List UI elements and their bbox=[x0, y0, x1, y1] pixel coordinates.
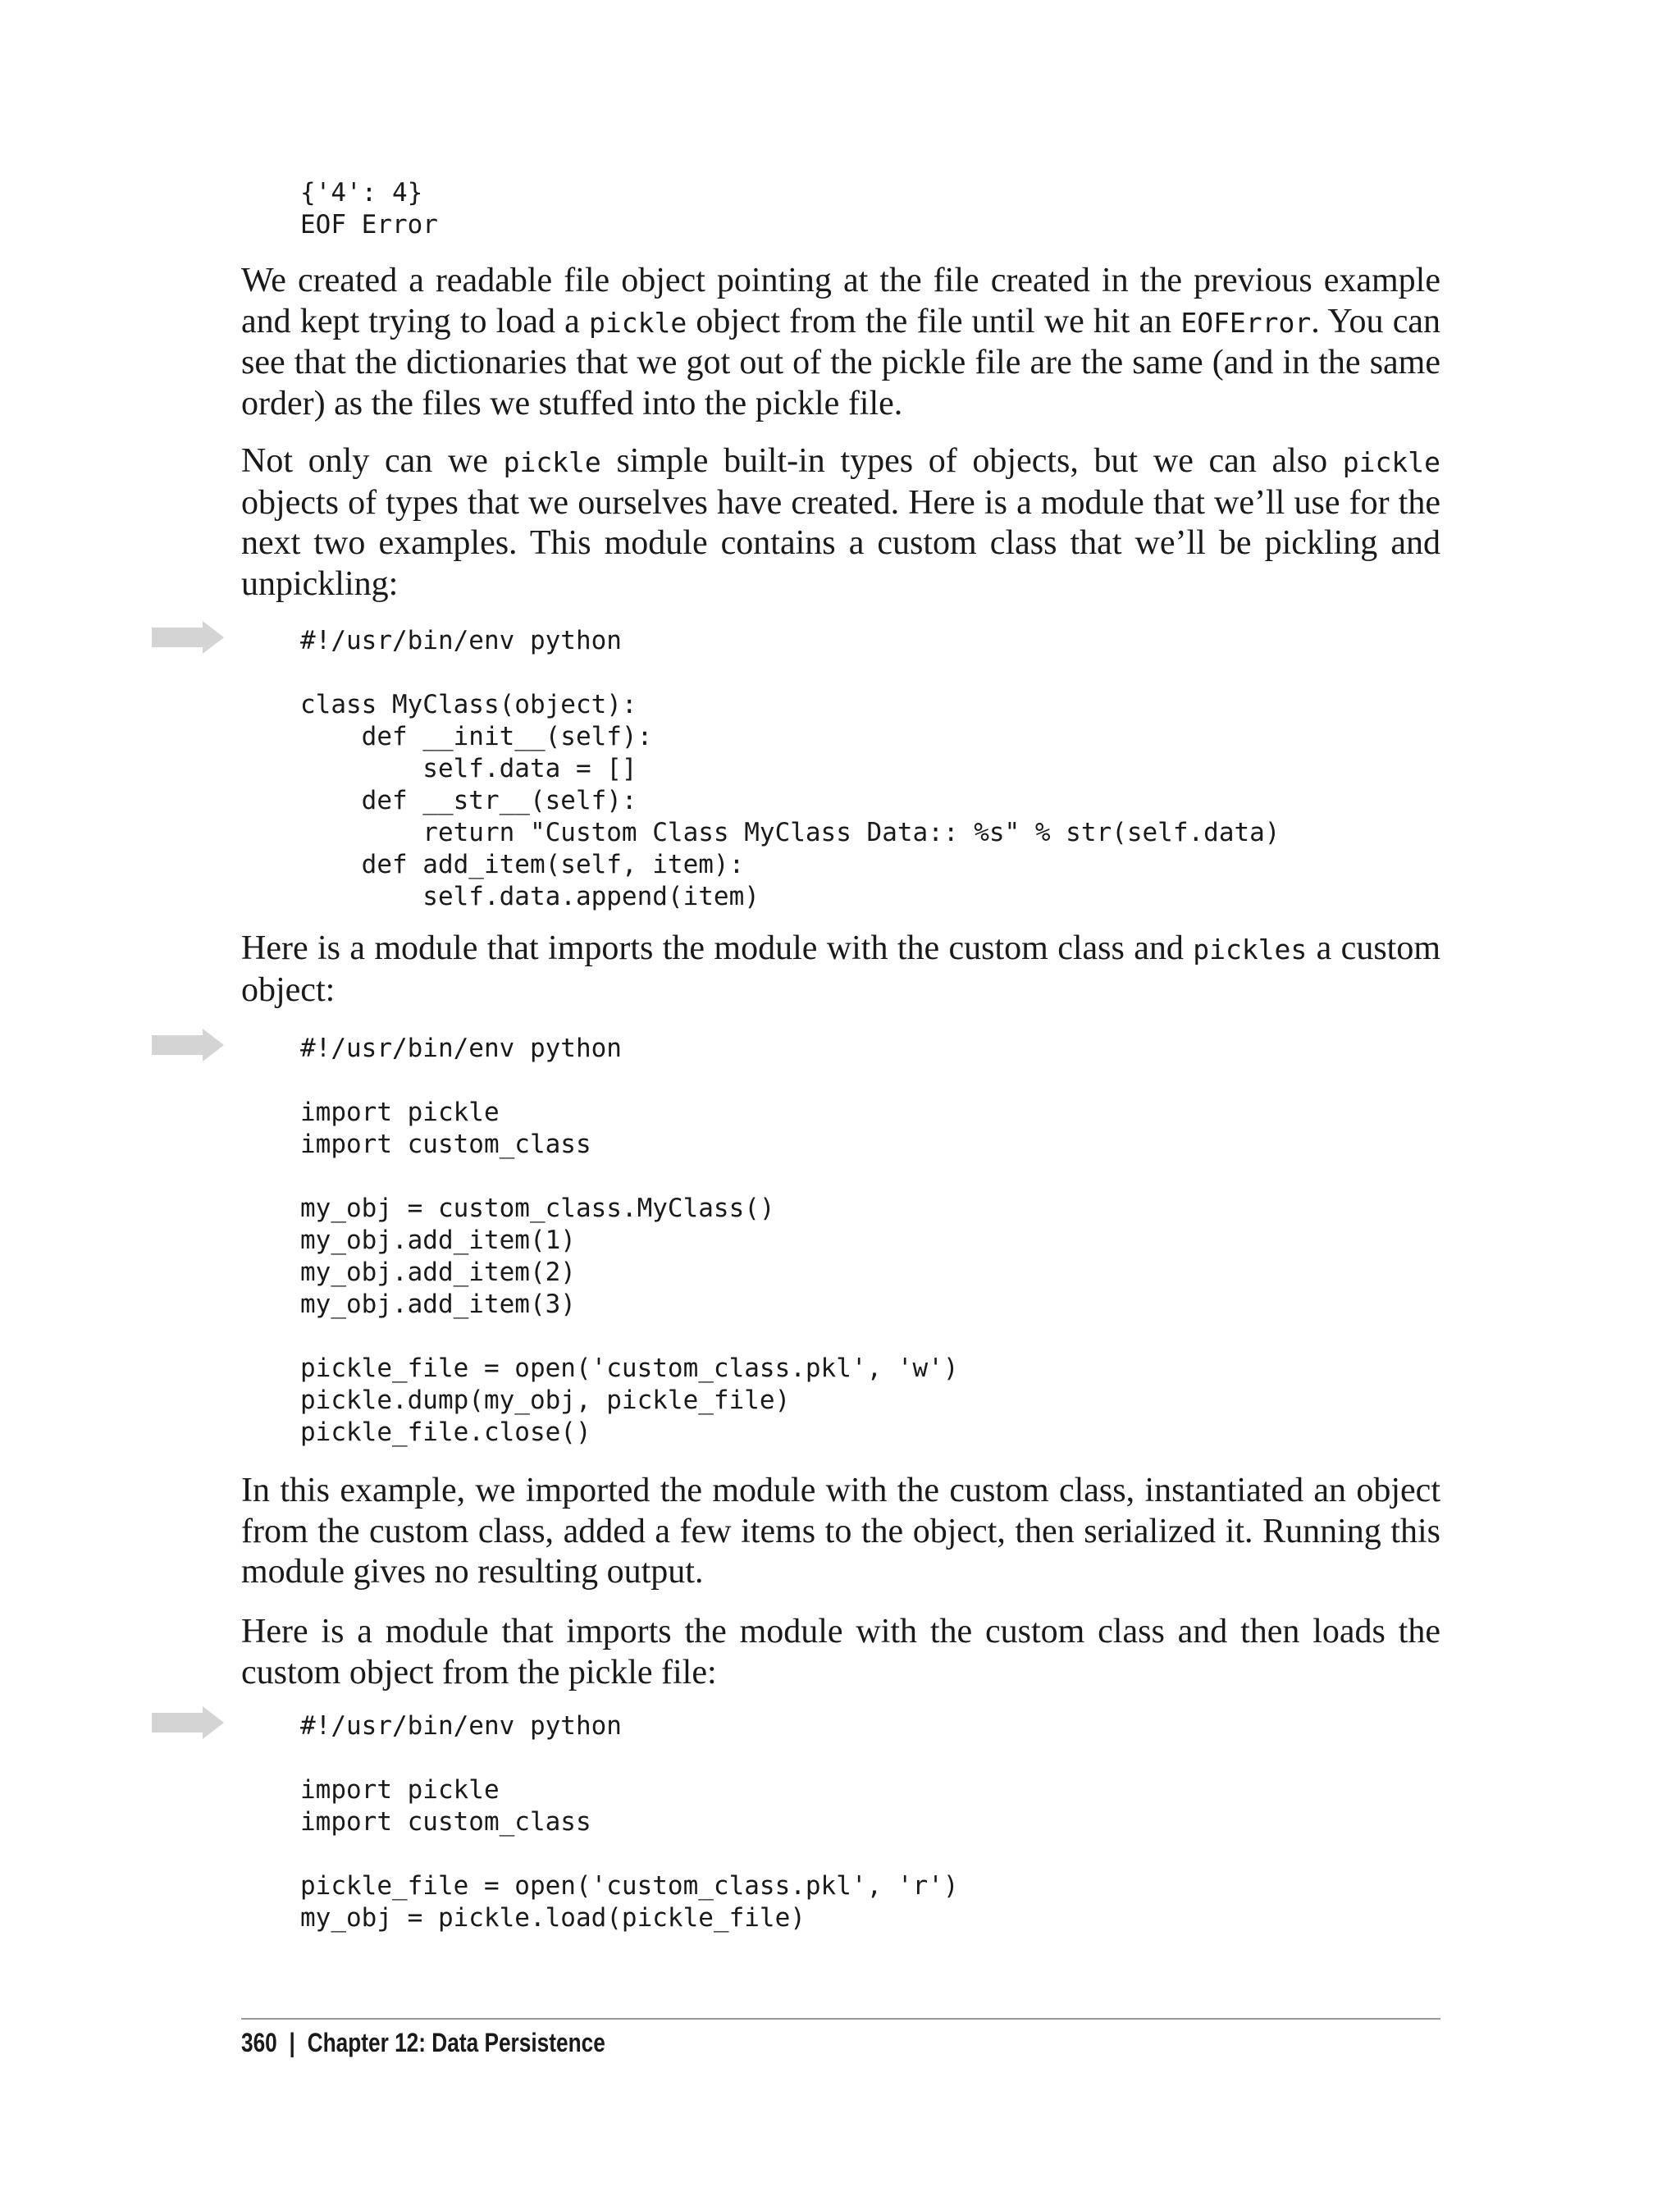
text-run: a custom object: bbox=[241, 929, 1440, 1009]
footer-separator: | bbox=[289, 2028, 295, 2057]
text-run: We created a readable file object pointing at the file created in the previous example and kept trying to load a bbox=[241, 262, 1440, 340]
code-block-pickle-dump: #!/usr/bin/env python import pickle import custom_class my_obj = custom_class.MyClass() my_obj.add_item(1) my_obj.add_item(2) my_obj.add_item(3) pickle_file = open('custom_class.pkl', 'w') pickle.dump(my_obj, pickle_file) pickle_file.close() bbox=[300, 1034, 959, 1447]
arrow-right-icon bbox=[152, 621, 224, 654]
page-number: 360 bbox=[241, 2028, 277, 2057]
inline-code: pickle bbox=[588, 306, 687, 339]
code-block-pickle-load: #!/usr/bin/env python import pickle import custom_class pickle_file = open('custom_class.pkl', 'r') my_obj = pickle.load(pickle_file) bbox=[300, 1711, 959, 1933]
footer-rule bbox=[241, 2018, 1440, 2020]
code-block-custom-class: #!/usr/bin/env python class MyClass(object): def __init__(self): self.data = [] def __str__(self): return "Custom Class MyClass Data:: %s" % str(self.data) def add_item(self, item): self.data.append(item) bbox=[300, 626, 1281, 911]
inline-code: pickle bbox=[503, 446, 601, 478]
paragraph-serialize-explanation: In this example, we imported the module with the custom class, instantiated an object from the custom class, added a few items to the object, then serialized it. Running this module gives no resulting output. bbox=[241, 1472, 1440, 1591]
text-run: Here is a module that imports the module with the custom class and bbox=[241, 929, 1194, 967]
paragraph-eof-loading bbox=[241, 261, 1440, 424]
text-run: object from the file until we hit an bbox=[687, 302, 1181, 340]
inline-code: pickle bbox=[1342, 446, 1440, 478]
chapter-title: Chapter 12: Data Persistence bbox=[307, 2028, 605, 2057]
paragraph-pickle-module-intro bbox=[241, 929, 1440, 1011]
inline-code: pickles bbox=[1193, 934, 1308, 966]
inline-code: EOFError bbox=[1180, 306, 1312, 339]
text-run: objects of types that we ourselves have created. Here is a module that we’ll use for the next two examples. This module contains a custom class that we’ll be pickling and unpickling: bbox=[241, 483, 1440, 603]
arrow-right-icon bbox=[152, 1706, 224, 1739]
arrow-right-icon bbox=[152, 1029, 224, 1061]
paragraph-load-module-intro: Here is a module that imports the module with the custom class and then loads the custom object from the pickle file: bbox=[241, 1613, 1440, 1691]
code-block-output: {'4': 4} EOF Error bbox=[300, 178, 438, 240]
text-run: Not only can we bbox=[241, 442, 504, 480]
text-run: simple built-in types of objects, but we can also bbox=[600, 442, 1343, 480]
text-run: . You can see that the dictionaries that we got out of the pickle file are the same (and in the same order) as the files we stuffed into the pickle file. bbox=[241, 302, 1440, 422]
page-footer bbox=[241, 2026, 605, 2059]
paragraph-custom-types bbox=[241, 441, 1440, 605]
